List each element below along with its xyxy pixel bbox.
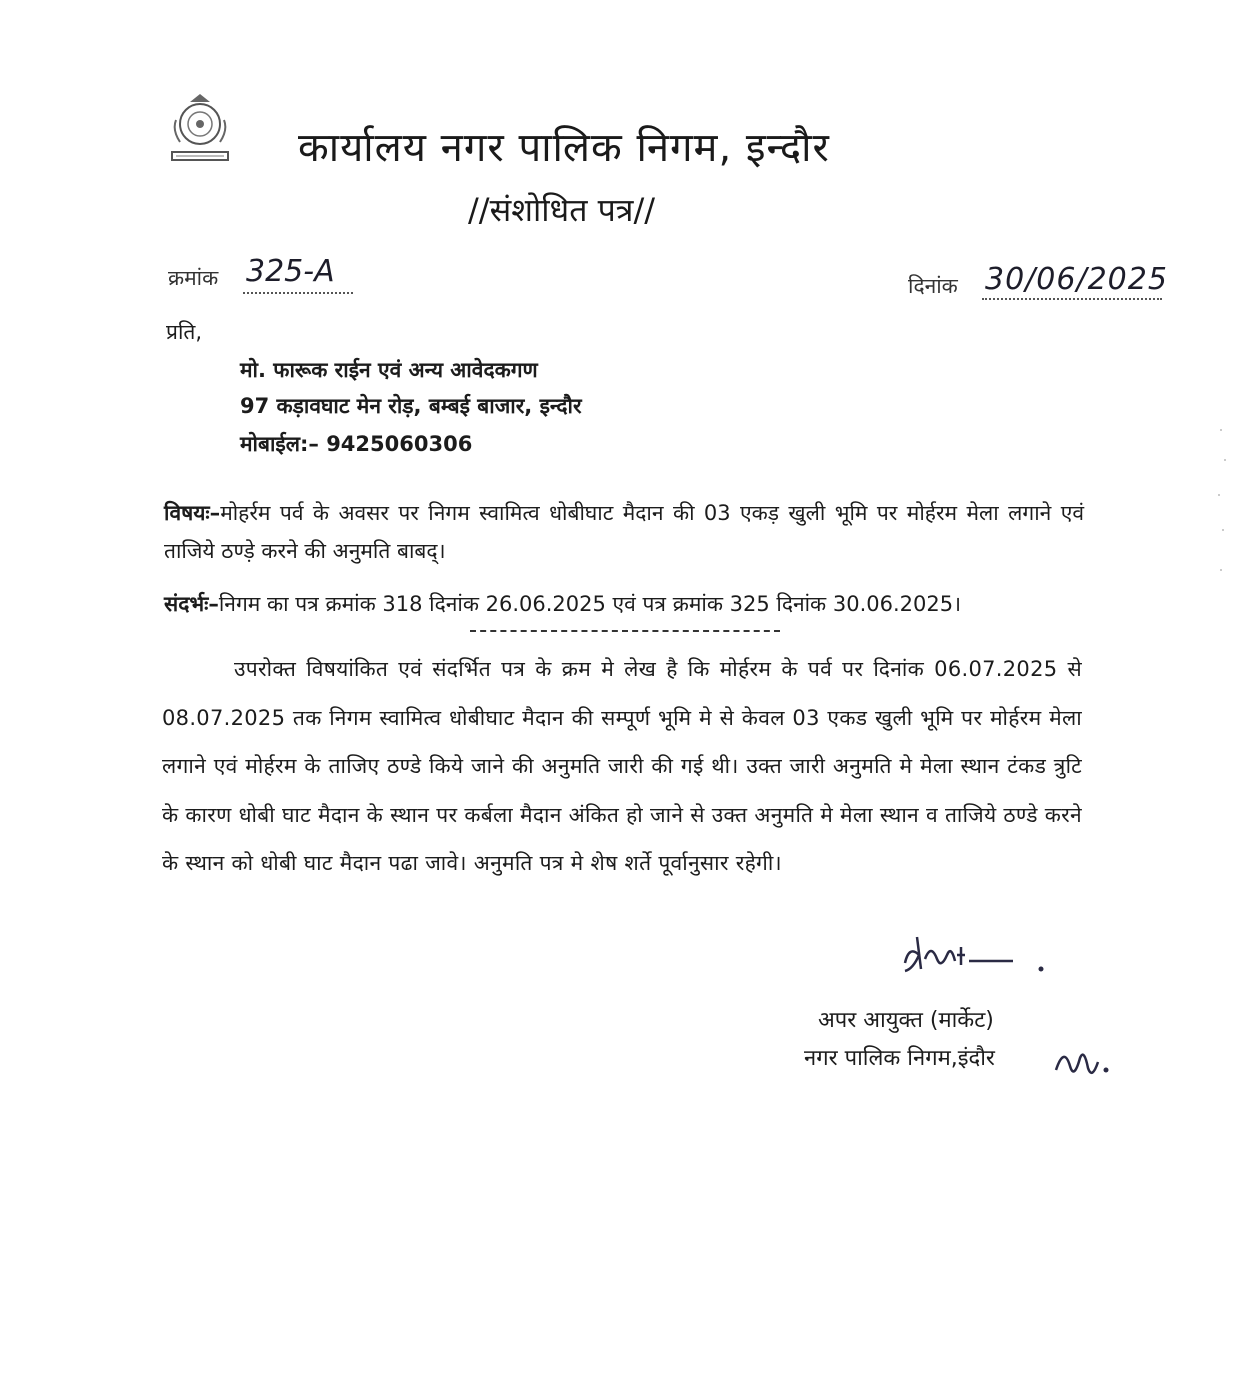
- initials-mark: [1050, 1040, 1112, 1084]
- letter-number-value: 325-A: [246, 254, 335, 289]
- letter-number-label: क्रमांक: [168, 266, 219, 290]
- mobile-label: मोबाईल:–: [240, 432, 319, 456]
- reference-text: निगम का पत्र क्रमांक 318 दिनांक 26.06.2025 एवं पत्र क्रमांक 325 दिनांक 30.06.2025।: [218, 592, 962, 616]
- date-value: 30/06/2025: [985, 262, 1168, 297]
- body-paragraph: उपरोक्त विषयांकित एवं संदर्भित पत्र के क्रम मे लेख है कि मोर्हरम के पर्व पर दिनांक 06.07.2025 से 08.07.2025 तक निगम स्वामित्व धोबीघाट मैदान की सम्पूर्ण भूमि मे से केवल 03 एकड खुली भूमि पर मोर्हरम मेला लगाने एवं मोर्हरम के ताजिए ठण्डे किये जाने की अनुमति जारी की गई थी। उक्त जारी अनुमति मे मेला स्थान टंकड त्रुटि के कारण धोबी घाट मैदान के स्थान पर कर्बला मैदान अंकित हो जाने से उक्त अनुमति मे मेला स्थान व ताजिये ठण्डे करने के स्थान को धोबी घाट मैदान पढा जावे। अनुमति पत्र मे शेष शर्ते पूर्वानुसार रहेगी।: [162, 657, 1082, 875]
- recipient-name: मो. फारूक राईन एवं अन्य आवेदकगण: [240, 358, 538, 382]
- subject-block: [164, 494, 1084, 570]
- date-underline: [982, 298, 1162, 300]
- signatory-organization: नगर पालिक निगम,इंदौर: [804, 1046, 995, 1071]
- office-title: कार्यालय नगर पालिक निगम, इन्दौर: [298, 125, 830, 171]
- reference-block: [164, 590, 961, 618]
- to-label: प्रति,: [166, 320, 203, 344]
- reference-label: संदर्भः–: [164, 592, 219, 616]
- signature-mark: [895, 925, 1055, 985]
- revised-letter-heading: //संशोधित पत्र//: [468, 191, 656, 229]
- separator-line: [470, 630, 780, 632]
- emblem-seal-icon: [160, 90, 240, 170]
- mobile-value: 9425060306: [326, 432, 473, 456]
- recipient-address: 97 कड़ावघाट मेन रोड़, बम्बई बाजार, इन्दौर: [240, 394, 582, 418]
- date-label: दिनांक: [908, 274, 958, 298]
- signatory-designation: अपर आयुक्त (मार्केट): [818, 1008, 994, 1033]
- subject-label: विषयः–: [164, 501, 221, 525]
- recipient-mobile: [240, 430, 472, 458]
- subject-text: मोहर्रम पर्व के अवसर पर निगम स्वामित्व धोबीघाट मैदान की 03 एकड़ खुली भूमि पर मोर्हरम मेला लगाने एवं ताजिये ठण्ड़े करने की अनुमति बाबद्।: [164, 501, 1084, 563]
- letter-number-underline: [243, 292, 353, 294]
- scan-artifact-marks: [1213, 400, 1233, 620]
